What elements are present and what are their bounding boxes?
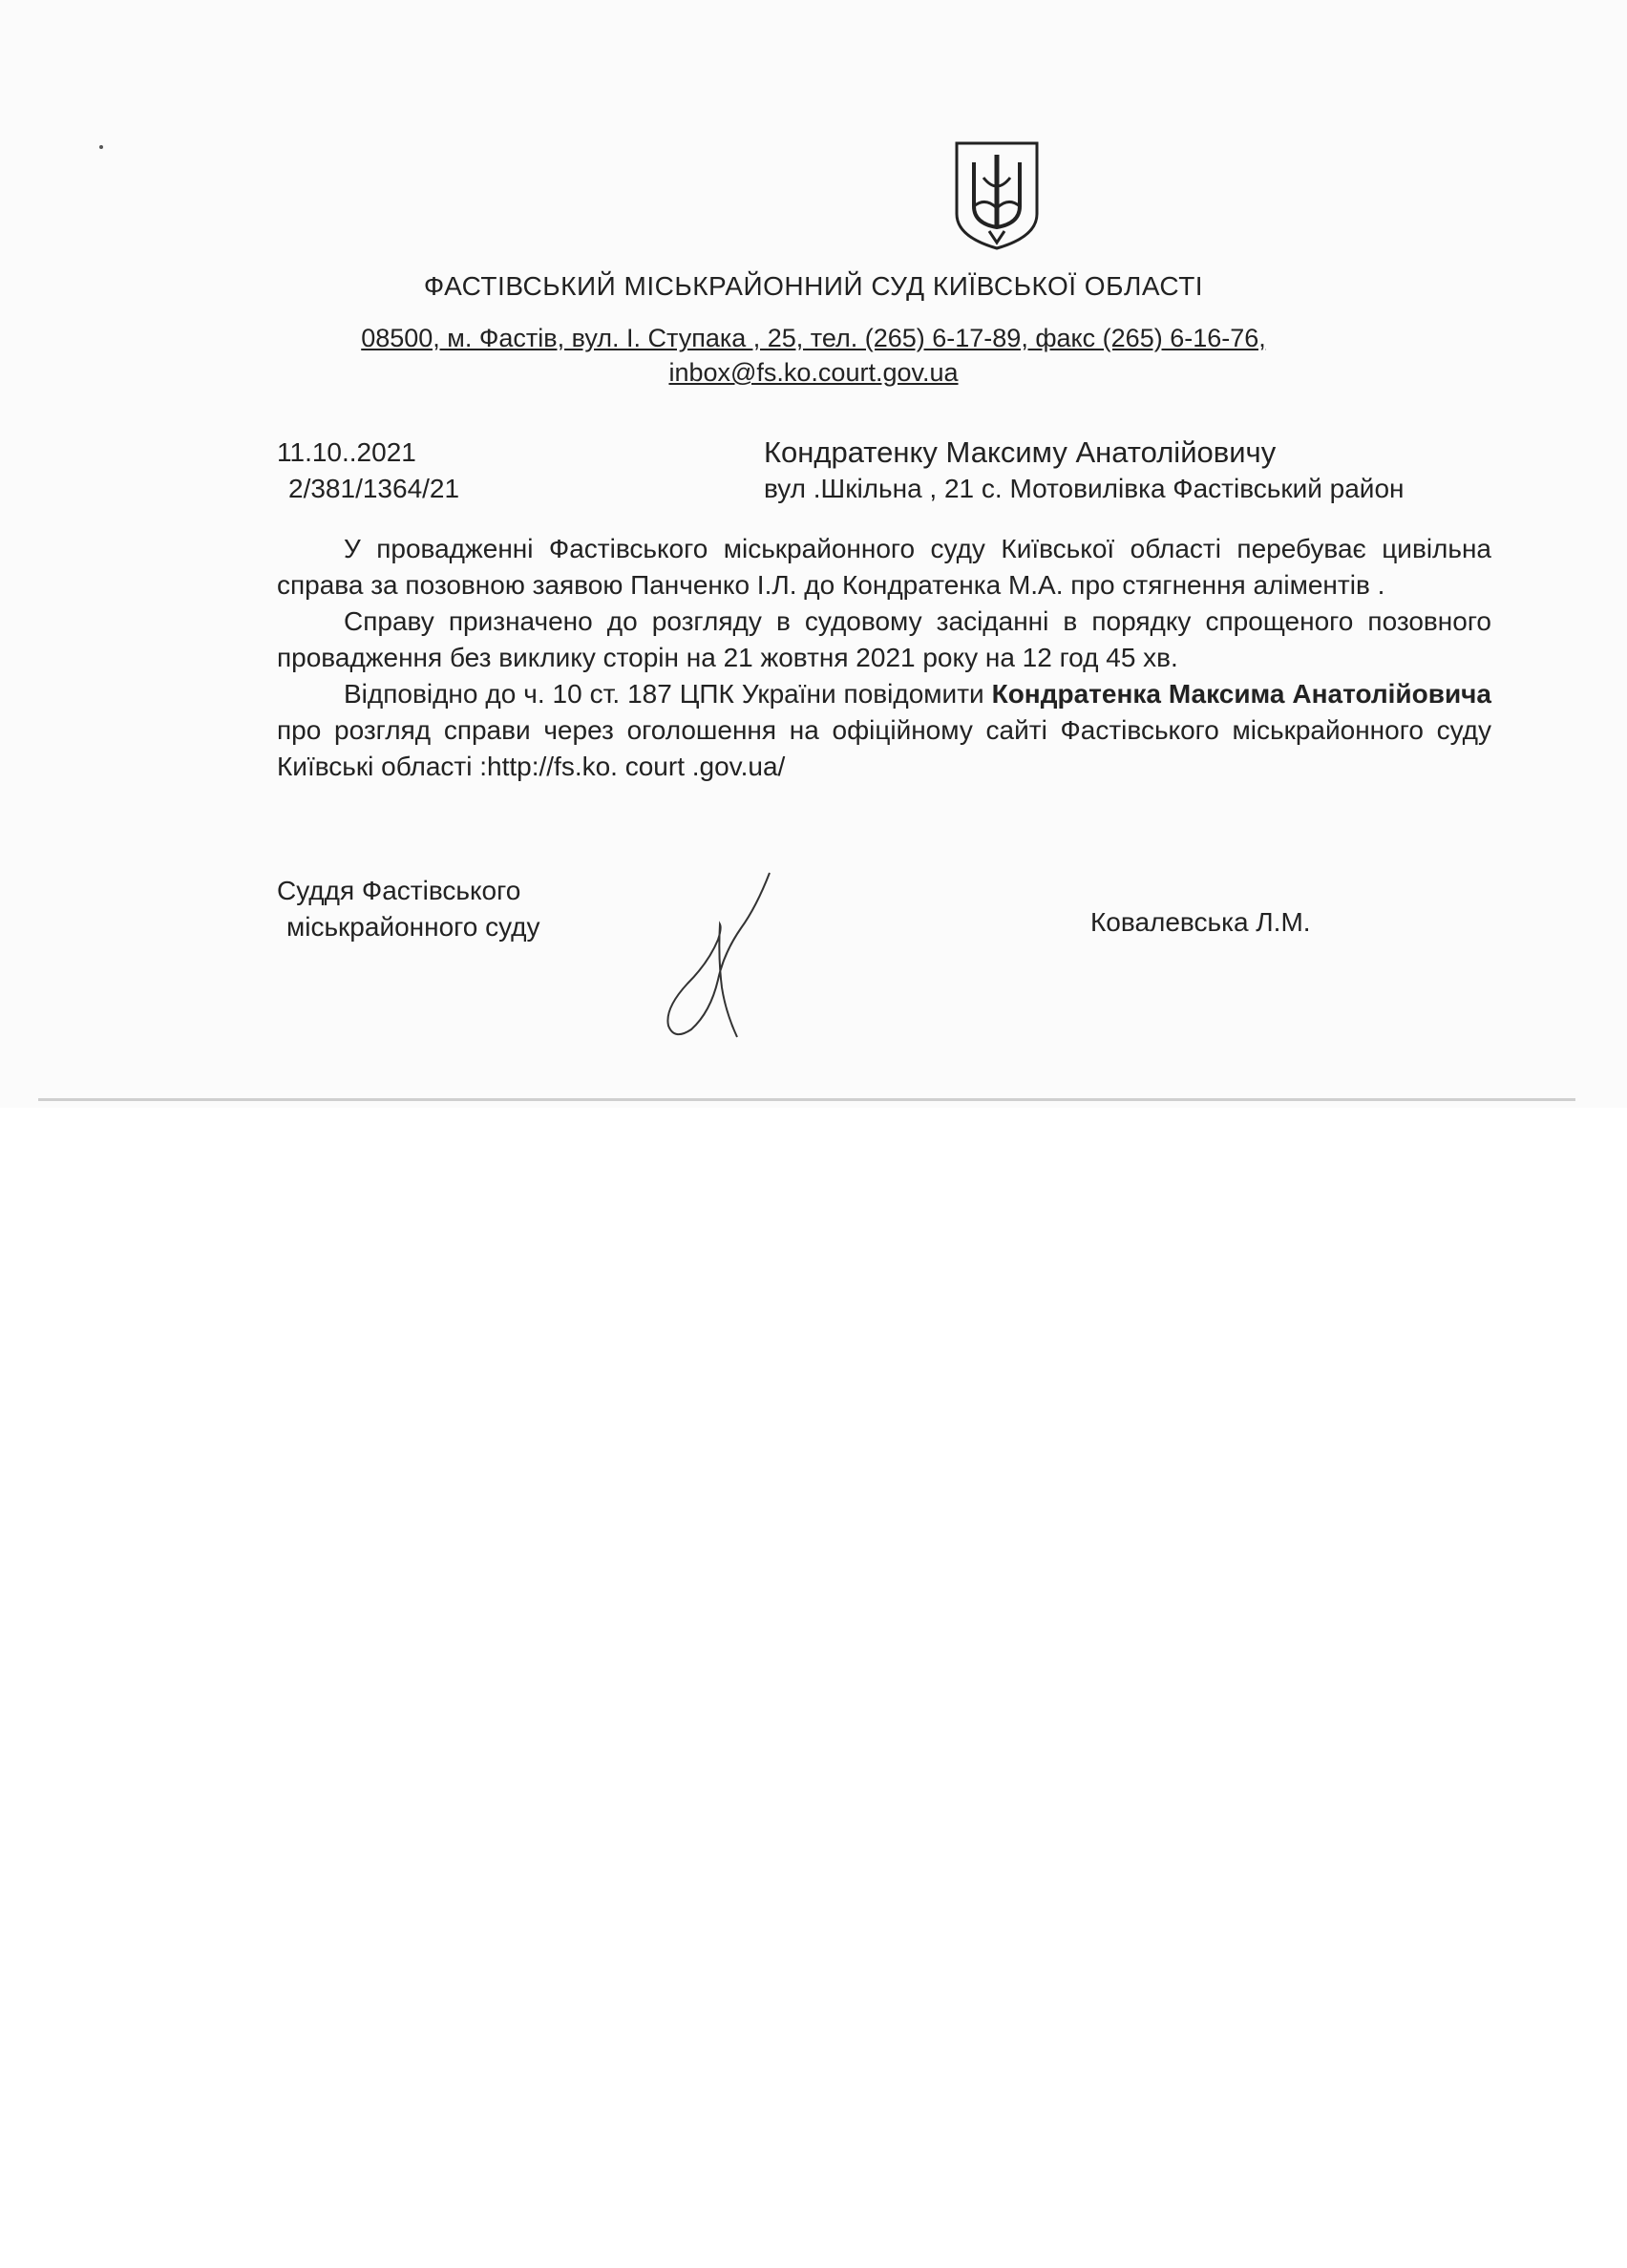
letter-date: 11.10..2021: [277, 437, 416, 467]
letter-body: [277, 531, 1491, 785]
paragraph-hearing: Справу призначено до розгляду в судовому засіданні в порядку спрощеного позовного провадження без виклику сторін на 21 жовтня 2021 року на 12 год 45 хв.: [277, 606, 1491, 672]
recipient-name: Кондратенку Максиму Анатолійовичу: [764, 435, 1277, 469]
judge-title-line: Суддя Фастівського: [277, 876, 521, 905]
recipient-address: вул .Шкільна , 21 с. Мотовилівка Фастівський район: [764, 474, 1405, 503]
notification-text-end: про розгляд справи через оголошення на офіційному сайті Фастівського міськрайонного суду Київські області :http://fs.ko. court .gov.ua/: [277, 715, 1491, 781]
scan-speck: [99, 145, 103, 149]
scan-edge-line: [38, 1098, 1575, 1101]
court-address: [0, 321, 1627, 390]
signature-icon: [649, 869, 783, 1041]
paragraph-notification: [277, 676, 1491, 785]
email-line: inbox@fs.ko.court.gov.ua: [668, 358, 959, 387]
judge-title-line: міськрайонного суду: [286, 912, 540, 942]
notification-text-start: Відповідно до ч. 10 ст. 187 ЦПК України повідомити: [344, 679, 992, 709]
judge-title: [277, 873, 540, 945]
defendant-name: Кондратенка Максима Анатолійовича: [991, 679, 1492, 709]
address-line: 08500, м. Фастів, вул. І. Ступака , 25, тел. (265) 6-17-89, факс (265) 6-16-76,: [361, 324, 1266, 352]
paragraph-proceedings: У провадженні Фастівського міськрайонного суду Київської області перебуває цивільна справа за позовною заявою Панченко І.Л. до Кондратенка М.А. про стягнення аліментів .: [277, 534, 1491, 600]
coat-of-arms-icon: [951, 139, 1043, 252]
case-reference: 2/381/1364/21: [288, 474, 460, 503]
judge-name: Ковалевська Л.М.: [1090, 907, 1311, 937]
court-name: ФАСТІВСЬКИЙ МІСЬКРАЙОННИЙ СУД КИЇВСЬКОЇ ОБЛАСТІ: [423, 271, 1204, 301]
